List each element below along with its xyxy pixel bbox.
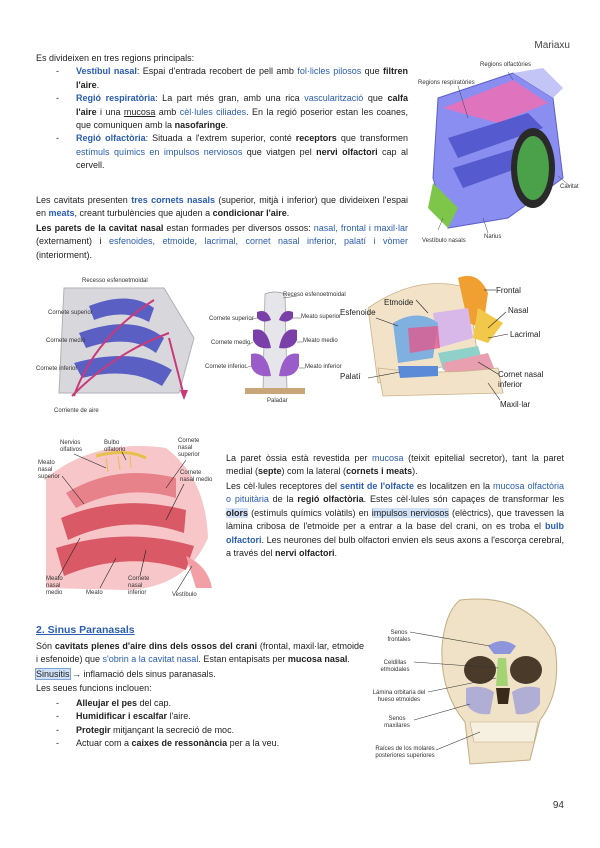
label-cornete-nasal-medio: Cornete nasal medio xyxy=(180,470,213,483)
label-palati: Palatí xyxy=(340,372,361,381)
text: per a la veu. xyxy=(227,738,280,749)
cornets-paragraph xyxy=(36,194,408,221)
text: Actuar com a xyxy=(76,738,132,749)
function-item xyxy=(56,697,356,710)
text: es localitzen en la xyxy=(414,481,493,491)
bold-term: caixes de ressonància xyxy=(131,738,228,749)
bold-term: filtren l'aire xyxy=(76,66,408,90)
label-cornete-superior: Cornete superior xyxy=(48,310,93,316)
bold-term: nasofaringe xyxy=(174,120,226,131)
term: cèl·lules ciliades xyxy=(179,106,247,117)
sinusitis-term: Sinusitis xyxy=(36,669,70,679)
label-cornete-medio: Cornete medio xyxy=(46,338,86,344)
label-cornete-nasal-inferior: Cornete nasal inferior xyxy=(128,576,150,596)
term: bulb olfactori xyxy=(226,521,564,545)
term: s'obrin a la cavitat nasal xyxy=(102,654,199,665)
text: l'aire. xyxy=(167,711,191,722)
label-cavitat: Cavitat xyxy=(560,184,579,190)
bold-term: cornets i meats xyxy=(346,466,413,477)
region-name: Regió olfactòria xyxy=(76,133,146,144)
text: de la xyxy=(268,494,298,505)
term: mucosa xyxy=(372,453,404,463)
bold-term: nervi olfactori xyxy=(316,146,378,157)
label-lamina-orbitaria: Lámina orbitaria del hueso etmoides xyxy=(372,690,426,703)
text: que viatgen pel xyxy=(242,146,317,157)
text: (externament) i xyxy=(36,236,109,247)
intro-text: Es divideixen en tres regions principals: xyxy=(36,53,195,63)
page-number: 94 xyxy=(552,800,564,811)
text: : Situada a l'extrem superior, conté xyxy=(145,133,296,144)
term: esfenoides, etmoide, lacrimal, cornet nasal inferior, palatí i vòmer xyxy=(109,236,408,247)
function-item xyxy=(56,710,356,723)
label-meato-inferior: Meato inferior xyxy=(305,364,342,370)
label-senos-frontales: Senos frontales xyxy=(387,630,411,643)
bold-term: Les parets de la cavitat nasal xyxy=(36,223,164,233)
nasal-bones-figure xyxy=(338,268,570,416)
label-cornet-nasal-inferior: Cornet nasal inferior xyxy=(498,370,544,389)
text: . Estan entapisats per xyxy=(198,654,288,665)
underlined-term: mucosa xyxy=(123,106,156,117)
functions-list xyxy=(56,697,356,751)
text: estan formades per diversos ossos: xyxy=(163,223,314,233)
text: → inflamació dels sinus paranasals. xyxy=(69,669,216,679)
region-respiratoria xyxy=(56,92,408,132)
text: . xyxy=(334,548,338,559)
meatos-figure xyxy=(205,290,345,412)
author-name: Mariaxu xyxy=(534,40,570,51)
term: nasal, frontal i maxil·lar xyxy=(313,223,408,233)
regions-list xyxy=(56,65,408,172)
text: . xyxy=(96,79,100,90)
text: del cap. xyxy=(137,698,172,708)
bold-term: Humidificar i escalfar xyxy=(76,711,168,722)
term: estímuls químics en impulsos nerviosos xyxy=(76,146,243,157)
label-recesso-esfenoetmoidal: Recesso esfenoetmoidal xyxy=(82,278,148,284)
cornets-airflow-illustration xyxy=(34,278,202,418)
label-meato-medio: Meato medio xyxy=(303,338,338,344)
nasal-regions-illustration xyxy=(418,58,578,248)
label-corriente-de-aire: Corriente de aire xyxy=(54,408,99,414)
label-cornete-inferior: Cornete inferior xyxy=(36,366,78,372)
label-cornete-nasal-superior: Cornete nasal superior xyxy=(178,438,200,458)
text: (teixit epitelial secretor), tant la paret medial ( xyxy=(226,453,564,477)
text: (frontal, maxil·lar, etmoide i esfenoide) que xyxy=(36,641,364,665)
label-paladar: Paladar xyxy=(267,398,288,404)
region-name: Regió respiratòria xyxy=(76,93,156,104)
parets-paragraph xyxy=(36,222,408,262)
intro-block xyxy=(36,52,408,173)
region-olfactoria xyxy=(56,132,408,172)
label-narius: Narius xyxy=(484,234,502,240)
bold-term: Protegir xyxy=(76,724,111,735)
label-etmoide: Etmoide xyxy=(384,298,414,307)
bold-term: calfa l'aire xyxy=(76,93,408,117)
label-lacrimal: Lacrimal xyxy=(510,330,541,339)
label-senos-maxilares: Senos maxilares xyxy=(384,716,410,729)
label-nervios-olfativos: Nervios olfativos xyxy=(60,440,83,453)
functions-intro: Les seues funcions inclouen: xyxy=(36,683,152,693)
text: ) com la lateral ( xyxy=(281,466,347,477)
section-title-sinus-paranasals: 2. Sinus Paranasals xyxy=(36,624,135,636)
paret-paragraph xyxy=(226,452,564,479)
label-celdillas-etmoidales: Celdillas etmoidales xyxy=(380,660,410,673)
olfacte-paragraph xyxy=(226,480,564,560)
term: mucosa olfactòria o pituitària xyxy=(226,481,564,505)
label-receso-esfenoetmoidal: Receso esfenoetmoidal xyxy=(283,292,346,298)
text: . En la regió poserior estan les coanes, que comuniquen amb la xyxy=(76,106,409,131)
highlighted-term: olors xyxy=(226,507,249,518)
label-regions-respiratories: Regions respiratòries xyxy=(418,80,475,86)
label-cornete-medio-2: Cornete medio xyxy=(211,340,251,346)
text: ). xyxy=(412,466,418,477)
text: Són xyxy=(36,641,55,651)
label-meato-nasal-superior: Meato nasal superior xyxy=(38,460,60,480)
label-maxil-lar: Maxil·lar xyxy=(500,400,531,409)
sinusitis-line xyxy=(36,668,364,681)
text: : Espai d'entrada recobert de pell amb xyxy=(136,66,298,77)
olfactory-wall-figure xyxy=(36,438,218,600)
highlighted-term: impulsos nerviosos xyxy=(371,507,449,518)
text: que xyxy=(361,66,383,77)
text: . xyxy=(225,120,229,131)
bold-term: septe xyxy=(258,466,282,477)
text: (estímuls químics volàtils) en xyxy=(248,507,372,518)
text: La paret òssia està revestida per xyxy=(226,453,372,463)
region-vestibul xyxy=(56,65,408,92)
label-vestibulo: Vestíbulo xyxy=(172,592,197,598)
text: . Estes cèl·lules són capaçes de transformar les xyxy=(363,494,564,505)
label-cornete-superior-2: Cornete superior xyxy=(209,316,254,322)
function-item xyxy=(56,737,356,750)
text: Les cavitats presenten xyxy=(36,195,132,205)
text: i una xyxy=(96,106,124,117)
label-esfenoide: Esfenoide xyxy=(340,308,376,317)
label-raices-molares: Raíces de los molares posteriores superiores xyxy=(375,746,435,759)
text: (interiorment). xyxy=(36,249,93,260)
label-meato: Meato xyxy=(86,590,103,596)
text: Les cèl·lules receptores del xyxy=(226,481,340,491)
text: amb xyxy=(155,106,180,117)
label-nasal: Nasal xyxy=(508,306,529,315)
bold-term: condicionar l'aire xyxy=(212,208,287,219)
skull-illustration xyxy=(370,592,570,772)
text: : La part més gran, amb una rica xyxy=(155,93,305,104)
text: . Les neurones del bulb olfactori envien els seus axons a l'escorça cerebral, a través del xyxy=(226,534,564,559)
text: (elèctrics), que travessen la làmina cribosa de l'etmoide per a entrar a la base del crani, on es troba el xyxy=(226,507,564,532)
text: (superior, mitjà i inferior) que divideixen l'espai en xyxy=(36,195,408,219)
label-meato-nasal-medio: Meato nasal medio xyxy=(46,576,63,596)
label-regions-olfactories: Regions olfactòries xyxy=(480,62,532,68)
sinus-definition xyxy=(36,640,364,667)
region-name: Vestíbul nasal xyxy=(76,66,137,77)
nasal-bones-illustration xyxy=(338,268,570,416)
text: mitjançant la secreció de moc. xyxy=(110,724,235,735)
text: . xyxy=(286,208,290,219)
label-frontal: Frontal xyxy=(496,286,521,295)
nasal-regions-figure xyxy=(418,58,578,248)
term: sentit de l'olfacte xyxy=(339,481,415,491)
term: fol·licles pilosos xyxy=(297,66,362,77)
label-vestibul-nasals: Vestíbulo nasals xyxy=(422,238,466,244)
function-item xyxy=(56,724,356,737)
term: tres cornets nasals xyxy=(131,195,216,205)
label-cornete-inferior-2: Cornete inferior xyxy=(205,364,247,370)
bold-term: cavitats plenes d'aire dins dels ossos del crani xyxy=(54,641,258,651)
label-meato-superior: Meato superior xyxy=(301,314,342,320)
term: meats xyxy=(48,208,75,219)
text: , creant turbulències que ajuden a xyxy=(74,208,213,219)
bold-term: nervi olfactori xyxy=(275,548,335,559)
bold-term: mucosa nasal xyxy=(287,654,348,665)
text: . xyxy=(347,654,350,665)
text: que xyxy=(363,93,388,104)
bold-term: receptors xyxy=(295,133,337,144)
label-bulbo-olfatorio: Bulbo olfatorio xyxy=(104,440,126,453)
term: vascularització xyxy=(304,93,364,104)
bold-term: Alleujar el pes xyxy=(76,698,138,708)
meatos-illustration xyxy=(205,290,345,412)
text: que transformen xyxy=(336,133,408,144)
bold-term: regió olfactòria xyxy=(297,494,364,505)
cornets-airflow-figure xyxy=(34,278,202,418)
text: cap al cervell. xyxy=(76,146,409,171)
paranasal-sinuses-figure xyxy=(370,592,570,772)
